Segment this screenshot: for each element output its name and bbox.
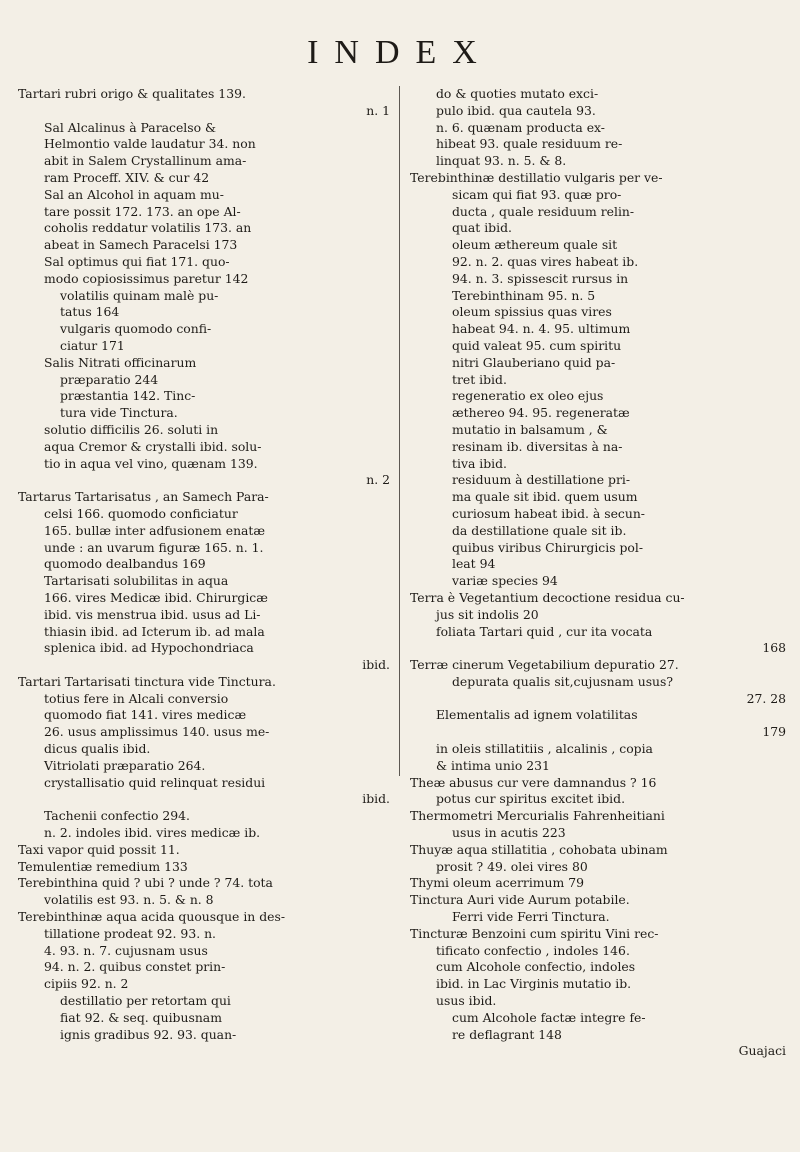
index-line: Sal optimus qui fiat 171. quo-: [44, 253, 230, 269]
index-line: Sal an Alcohol in aquam mu-: [44, 186, 224, 202]
index-line: tillatione prodeat 92. 93. n.: [44, 925, 216, 941]
index-line: Tartari Tartarisati tinctura vide Tinctura.: [18, 673, 276, 689]
index-line: celsi 166. quomodo conficiatur: [44, 505, 238, 521]
index-line: Helmontio valde laudatur 34. non: [44, 136, 256, 152]
index-line: cipiis 92. n. 2: [44, 976, 129, 992]
index-line: ram Proceff. XIV. & cur 42: [44, 169, 210, 185]
index-line: ignis gradibus 92. 93. quan-: [60, 1026, 237, 1042]
index-line: curiosum habeat ibid. à secun-: [452, 505, 645, 521]
index-line: n. 6. quænam producta ex-: [436, 119, 605, 135]
index-line: oleum spissius quas vires: [452, 304, 612, 320]
index-line: aqua Cremor & crystalli ibid. solu-: [44, 438, 262, 454]
index-line: Theæ abusus cur vere damnandus ? 16: [410, 774, 657, 790]
index-line: Salis Nitrati officinarum: [44, 354, 197, 370]
right-column: [410, 86, 786, 1060]
index-line: præparatio 244: [60, 371, 159, 387]
index-line: quomodo dealbandus 169: [44, 556, 206, 572]
index-line: mutatio in balsamum , &: [452, 421, 608, 437]
index-line: quibus viribus Chirurgicis pol-: [452, 539, 644, 555]
index-line: prosit ? 49. olei vires 80: [436, 858, 588, 874]
index-line: destillatio per retortam qui: [60, 993, 231, 1009]
index-line: da destillatione quale sit ib.: [452, 522, 627, 538]
index-line: Terebinthina quid ? ubi ? unde ? 74. tota: [18, 875, 273, 891]
index-line: n. 2: [366, 472, 390, 488]
index-line: Terræ cinerum Vegetabilium depuratio 27.: [410, 657, 679, 673]
index-line: n. 1: [366, 102, 390, 118]
index-line: ducta , quale residuum relin-: [452, 203, 635, 219]
index-line: abit in Salem Crystallinum ama-: [44, 153, 247, 169]
index-line: crystallisatio quid relinquat residui: [44, 774, 266, 790]
index-line: tret ibid.: [452, 371, 507, 387]
index-line: 92. n. 2. quas vires habeat ib.: [452, 253, 639, 269]
index-line: Ferri vide Ferri Tinctura.: [452, 909, 610, 925]
index-line: tare possit 172. 173. an ope Al-: [44, 203, 241, 219]
index-line: 94. n. 2. quibus constet prin-: [44, 959, 226, 975]
index-line: 166. vires Medicæ ibid. Chirurgicæ: [44, 589, 268, 605]
index-line: 26. usus amplissimus 140. usus me-: [44, 724, 270, 740]
index-line: Terebinthinæ aqua acida quousque in des-: [18, 909, 286, 925]
index-line: usus in acutis 223: [452, 825, 566, 841]
index-line: pulo ibid. qua cautela 93.: [436, 102, 596, 118]
index-line: modo copiosissimus paretur 142: [44, 270, 249, 286]
index-line: Temulentiæ remedium 133: [18, 858, 188, 874]
index-line: jus sit indolis 20: [436, 606, 539, 622]
index-line: quomodo fiat 141. vires medicæ: [44, 707, 247, 723]
index-line: foliata Tartari quid , cur ita vocata: [436, 623, 653, 639]
left-column: [18, 86, 390, 1043]
index-line: Tinctura Auri vide Aurum potabile.: [410, 892, 630, 908]
index-line: Terra è Vegetantium decoctione residua cu-: [410, 589, 685, 605]
index-line: fiat 92. & seq. quibusnam: [60, 1009, 222, 1025]
index-line: tiva ibid.: [452, 455, 507, 471]
index-line: habeat 94. n. 4. 95. ultimum: [452, 321, 631, 337]
page-header: INDEX: [307, 34, 493, 71]
index-line: linquat 93. n. 5. & 8.: [436, 153, 567, 169]
index-line: sicam qui fiat 93. quæ pro-: [452, 186, 622, 202]
index-line: solutio difficilis 26. soluti in: [44, 421, 219, 437]
index-line: 94. n. 3. spissescit rursus in: [452, 270, 629, 286]
index-line: 165. bullæ inter adfusionem enatæ: [44, 522, 266, 538]
index-line: coholis reddatur volatilis 173. an: [44, 220, 252, 236]
index-line: Tincturæ Benzoini cum spiritu Vini rec-: [410, 925, 659, 941]
index-line: ibid. vis menstrua ibid. usus ad Li-: [44, 606, 261, 622]
index-line: Terebinthinæ destillatio vulgaris per ve-: [410, 169, 663, 185]
index-line: Taxi vapor quid possit 11.: [18, 841, 180, 857]
index-line: resinam ib. diversitas à na-: [452, 438, 623, 454]
index-line: Tartarisati solubilitas in aqua: [44, 573, 229, 589]
index-line: in oleis stillatitiis , alcalinis , copia: [436, 741, 653, 757]
index-line: tura vide Tinctura.: [60, 405, 178, 421]
index-line: tio in aqua vel vino, quænam 139.: [44, 455, 258, 471]
index-line: Elementalis ad ignem volatilitas: [436, 707, 638, 723]
index-line: Terebinthinam 95. n. 5: [452, 287, 596, 303]
index-line: & intima unio 231: [436, 757, 550, 773]
index-line: 179: [762, 724, 786, 740]
index-line: quid valeat 95. cum spiritu: [452, 337, 622, 353]
index-line: hibeat 93. quale residuum re-: [436, 136, 623, 152]
index-line: ibid. in Lac Virginis mutatio ib.: [436, 976, 632, 992]
index-line: variæ species 94: [452, 573, 558, 589]
index-line: regeneratio ex oleo ejus: [452, 388, 604, 404]
index-line: usus ibid.: [436, 993, 497, 1009]
index-line: cum Alcohole confectio, indoles: [436, 959, 636, 975]
index-line: 27. 28: [746, 690, 786, 706]
index-line: 4. 93. n. 7. cujusnam usus: [44, 942, 208, 958]
index-line: thiasin ibid. ad Icterum ib. ad mala: [44, 623, 265, 639]
index-line: Tartari rubri origo & qualitates 139.: [18, 86, 246, 101]
index-line: Guajaci: [738, 1043, 786, 1059]
index-line: ciatur 171: [60, 337, 125, 353]
index-line: dicus qualis ibid.: [44, 741, 151, 757]
index-line: ibid.: [362, 791, 390, 807]
index-line: depurata qualis sit,cujusnam usus?: [452, 673, 674, 689]
index-line: ibid.: [362, 657, 390, 673]
index-line: quat ibid.: [452, 220, 512, 236]
index-line: Thuyæ aqua stillatitia , cohobata ubinam: [410, 841, 668, 857]
index-line: tatus 164: [60, 304, 120, 320]
index-line: do & quoties mutato exci-: [436, 86, 599, 101]
column-divider: [399, 86, 400, 776]
index-line: volatilis quinam malè pu-: [60, 287, 219, 303]
index-line: 168: [762, 640, 786, 656]
index-line: cum Alcohole factæ integre fe-: [452, 1009, 646, 1025]
index-line: leat 94: [452, 556, 496, 572]
index-line: præstantia 142. Tinc-: [60, 388, 196, 404]
index-line: ma quale sit ibid. quem usum: [452, 489, 638, 505]
index-line: totius fere in Alcali conversio: [44, 690, 229, 706]
index-line: Vitriolati præparatio 264.: [44, 757, 206, 773]
index-line: æthereo 94. 95. regeneratæ: [452, 405, 630, 421]
index-line: Tartarus Tartarisatus , an Samech Para-: [18, 489, 269, 505]
index-line: Sal Alcalinus à Paracelso &: [44, 119, 217, 135]
index-line: Thermometri Mercurialis Fahrenheitiani: [410, 808, 665, 824]
index-line: n. 2. indoles ibid. vires medicæ ib.: [44, 825, 261, 841]
index-line: potus cur spiritus excitet ibid.: [436, 791, 626, 807]
index-line: re deflagrant 148: [452, 1026, 562, 1042]
index-line: nitri Glauberiano quid pa-: [452, 354, 616, 370]
index-line: abeat in Samech Paracelsi 173: [44, 237, 238, 253]
index-line: oleum æthereum quale sit: [452, 237, 618, 253]
index-line: Thymi oleum acerrimum 79: [410, 875, 584, 891]
index-line: vulgaris quomodo confi-: [60, 321, 212, 337]
index-line: Tachenii confectio 294.: [44, 808, 190, 824]
index-line: tificato confectio , indoles 146.: [436, 942, 630, 958]
index-line: splenica ibid. ad Hypochondriaca: [44, 640, 254, 656]
index-line: residuum à destillatione pri-: [452, 472, 631, 488]
index-line: volatilis est 93. n. 5. & n. 8: [44, 892, 214, 908]
index-line: unde : an uvarum figuræ 165. n. 1.: [44, 539, 264, 555]
